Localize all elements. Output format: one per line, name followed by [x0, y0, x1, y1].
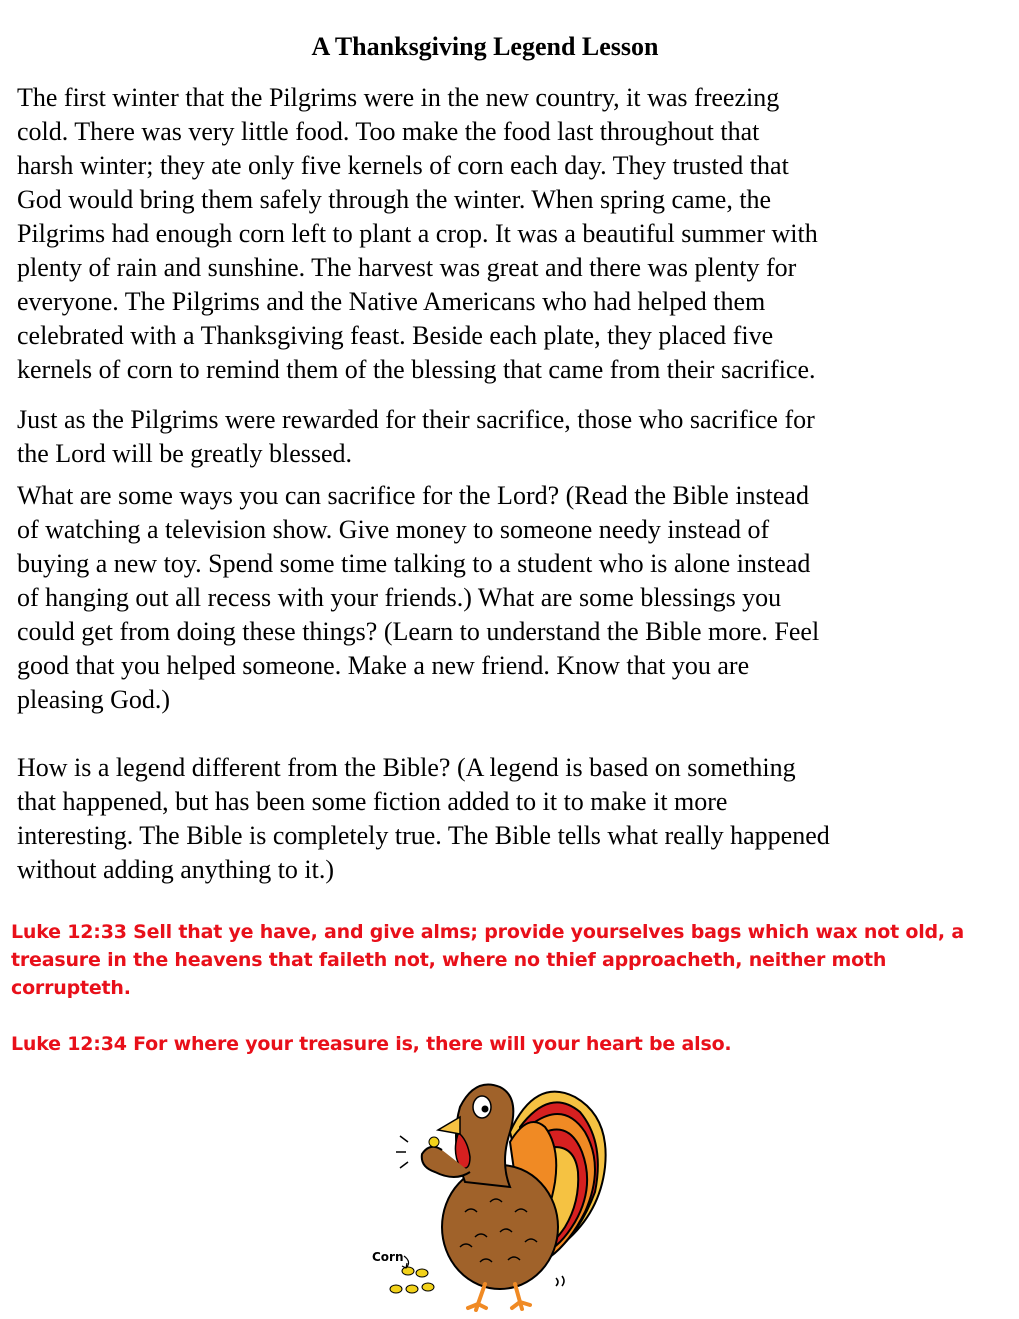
turkey-icon — [360, 1072, 650, 1312]
paragraph-sacrifice-blessed: Just as the Pilgrims were rewarded for their sacrifice, those who sacrifice for the Lord will be greatly blessed. — [17, 405, 815, 468]
corn-label: Corn — [372, 1250, 404, 1264]
paragraph-legend-vs-bible: How is a legend different from the Bible? (A legend is based on something that happened, but has been some fiction added to it to make it more interesting. The Bible is completely true. The Bible tells what really happened without adding anything to it.) — [17, 753, 830, 884]
paragraph-legend-story: The first winter that the Pilgrims were in the new country, it was freezing cold. There was very little food. Too make the food last throughout that harsh winter; they ate only five kernels of corn each day. They trusted that God would bring them safely through the winter. When spring came, the Pilgrims had enough corn left to plant a crop. It was a beautiful summer with plenty of rain and sunshine. The harvest was great and there was plenty for everyone. The Pilgrims and the Native Americans who had helped them celebrated with a Thanksgiving feast. Beside each plate, they placed five kernels of corn to remind them of the blessing that came from their sacrifice. — [17, 83, 818, 384]
verse-luke-12-33: Luke 12:33 Sell that ye have, and give alms; provide yourselves bags which wax not old, a treasure in the heavens that faileth not, where no thief approacheth, neither moth corrupteth. — [11, 921, 964, 999]
paragraph-ways-to-sacrifice: What are some ways you can sacrifice for the Lord? (Read the Bible instead of watching a television show. Give money to someone needy instead of buying a new toy. Spend some time talking to a student who is alone instead of hanging out all recess with your friends.) What are some blessings you could get from doing these things? (Learn to understand the Bible more. Feel good that you helped someone. Make a new friend. Know that you are pleasing God.) — [17, 481, 820, 714]
verse-luke-12-34: Luke 12:34 For where your treasure is, there will your heart be also. — [11, 1033, 732, 1055]
turkey-illustration — [360, 1072, 650, 1312]
page-title: A Thanksgiving Legend Lesson — [311, 32, 659, 61]
